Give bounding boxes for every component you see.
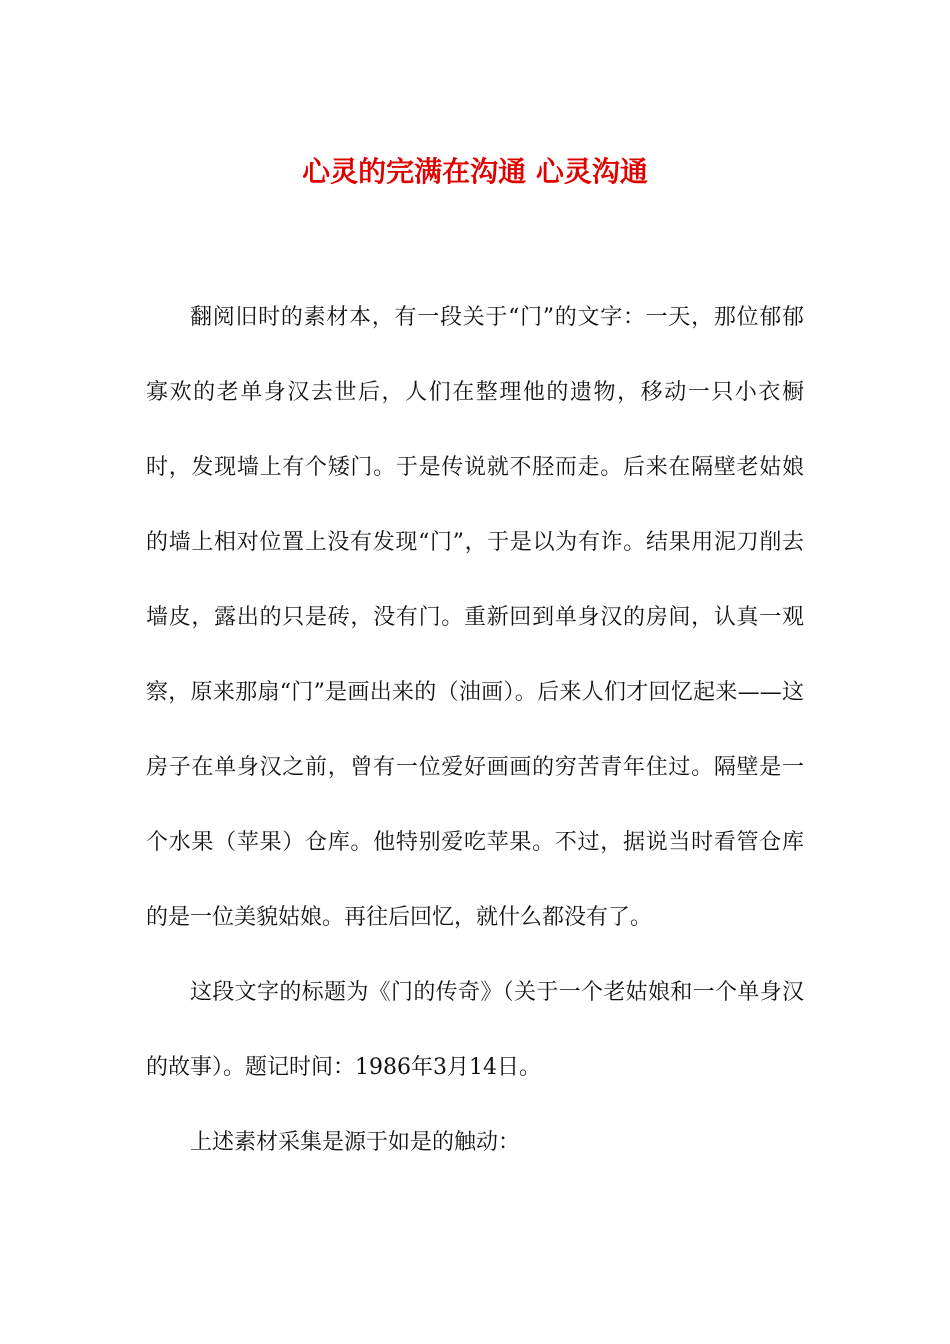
paragraph-1: 翻阅旧时的素材本，有一段关于“门”的文字：一天，那位郁郁寡欢的老单身汉去世后，人们在整理他的遗物，移动一只小衣橱时，发现墙上有个矮门。于是传说就不胫而走。后来在隔壁老姑娘的墙上相对位置上没有发现“门”，于是以为有诈。结果用泥刀削去墙皮，露出的只是砖，没有门。重新回到单身汉的房间，认真一观察，原来那扇“门”是画出来的（油画）。后来人们才回忆起来——这房子在单身汉之前，曾有一位爱好画画的穷苦青年住过。隔壁是一个水果（苹果）仓库。他特别爱吃苹果。不过，据说当时看管仓库的是一位美貌姑娘。再往后回忆，就什么都没有了。 [146, 305, 804, 930]
document-title: 心灵的完满在沟通 心灵沟通 [302, 155, 648, 188]
document-body [146, 280, 804, 1180]
paragraph-3: 上述素材采集是源于如是的触动： [190, 1130, 521, 1155]
paragraph-2: 这段文字的标题为《门的传奇》（关于一个老姑娘和一个单身汉的故事）。题记时间：1986年3月14日。 [146, 980, 804, 1080]
